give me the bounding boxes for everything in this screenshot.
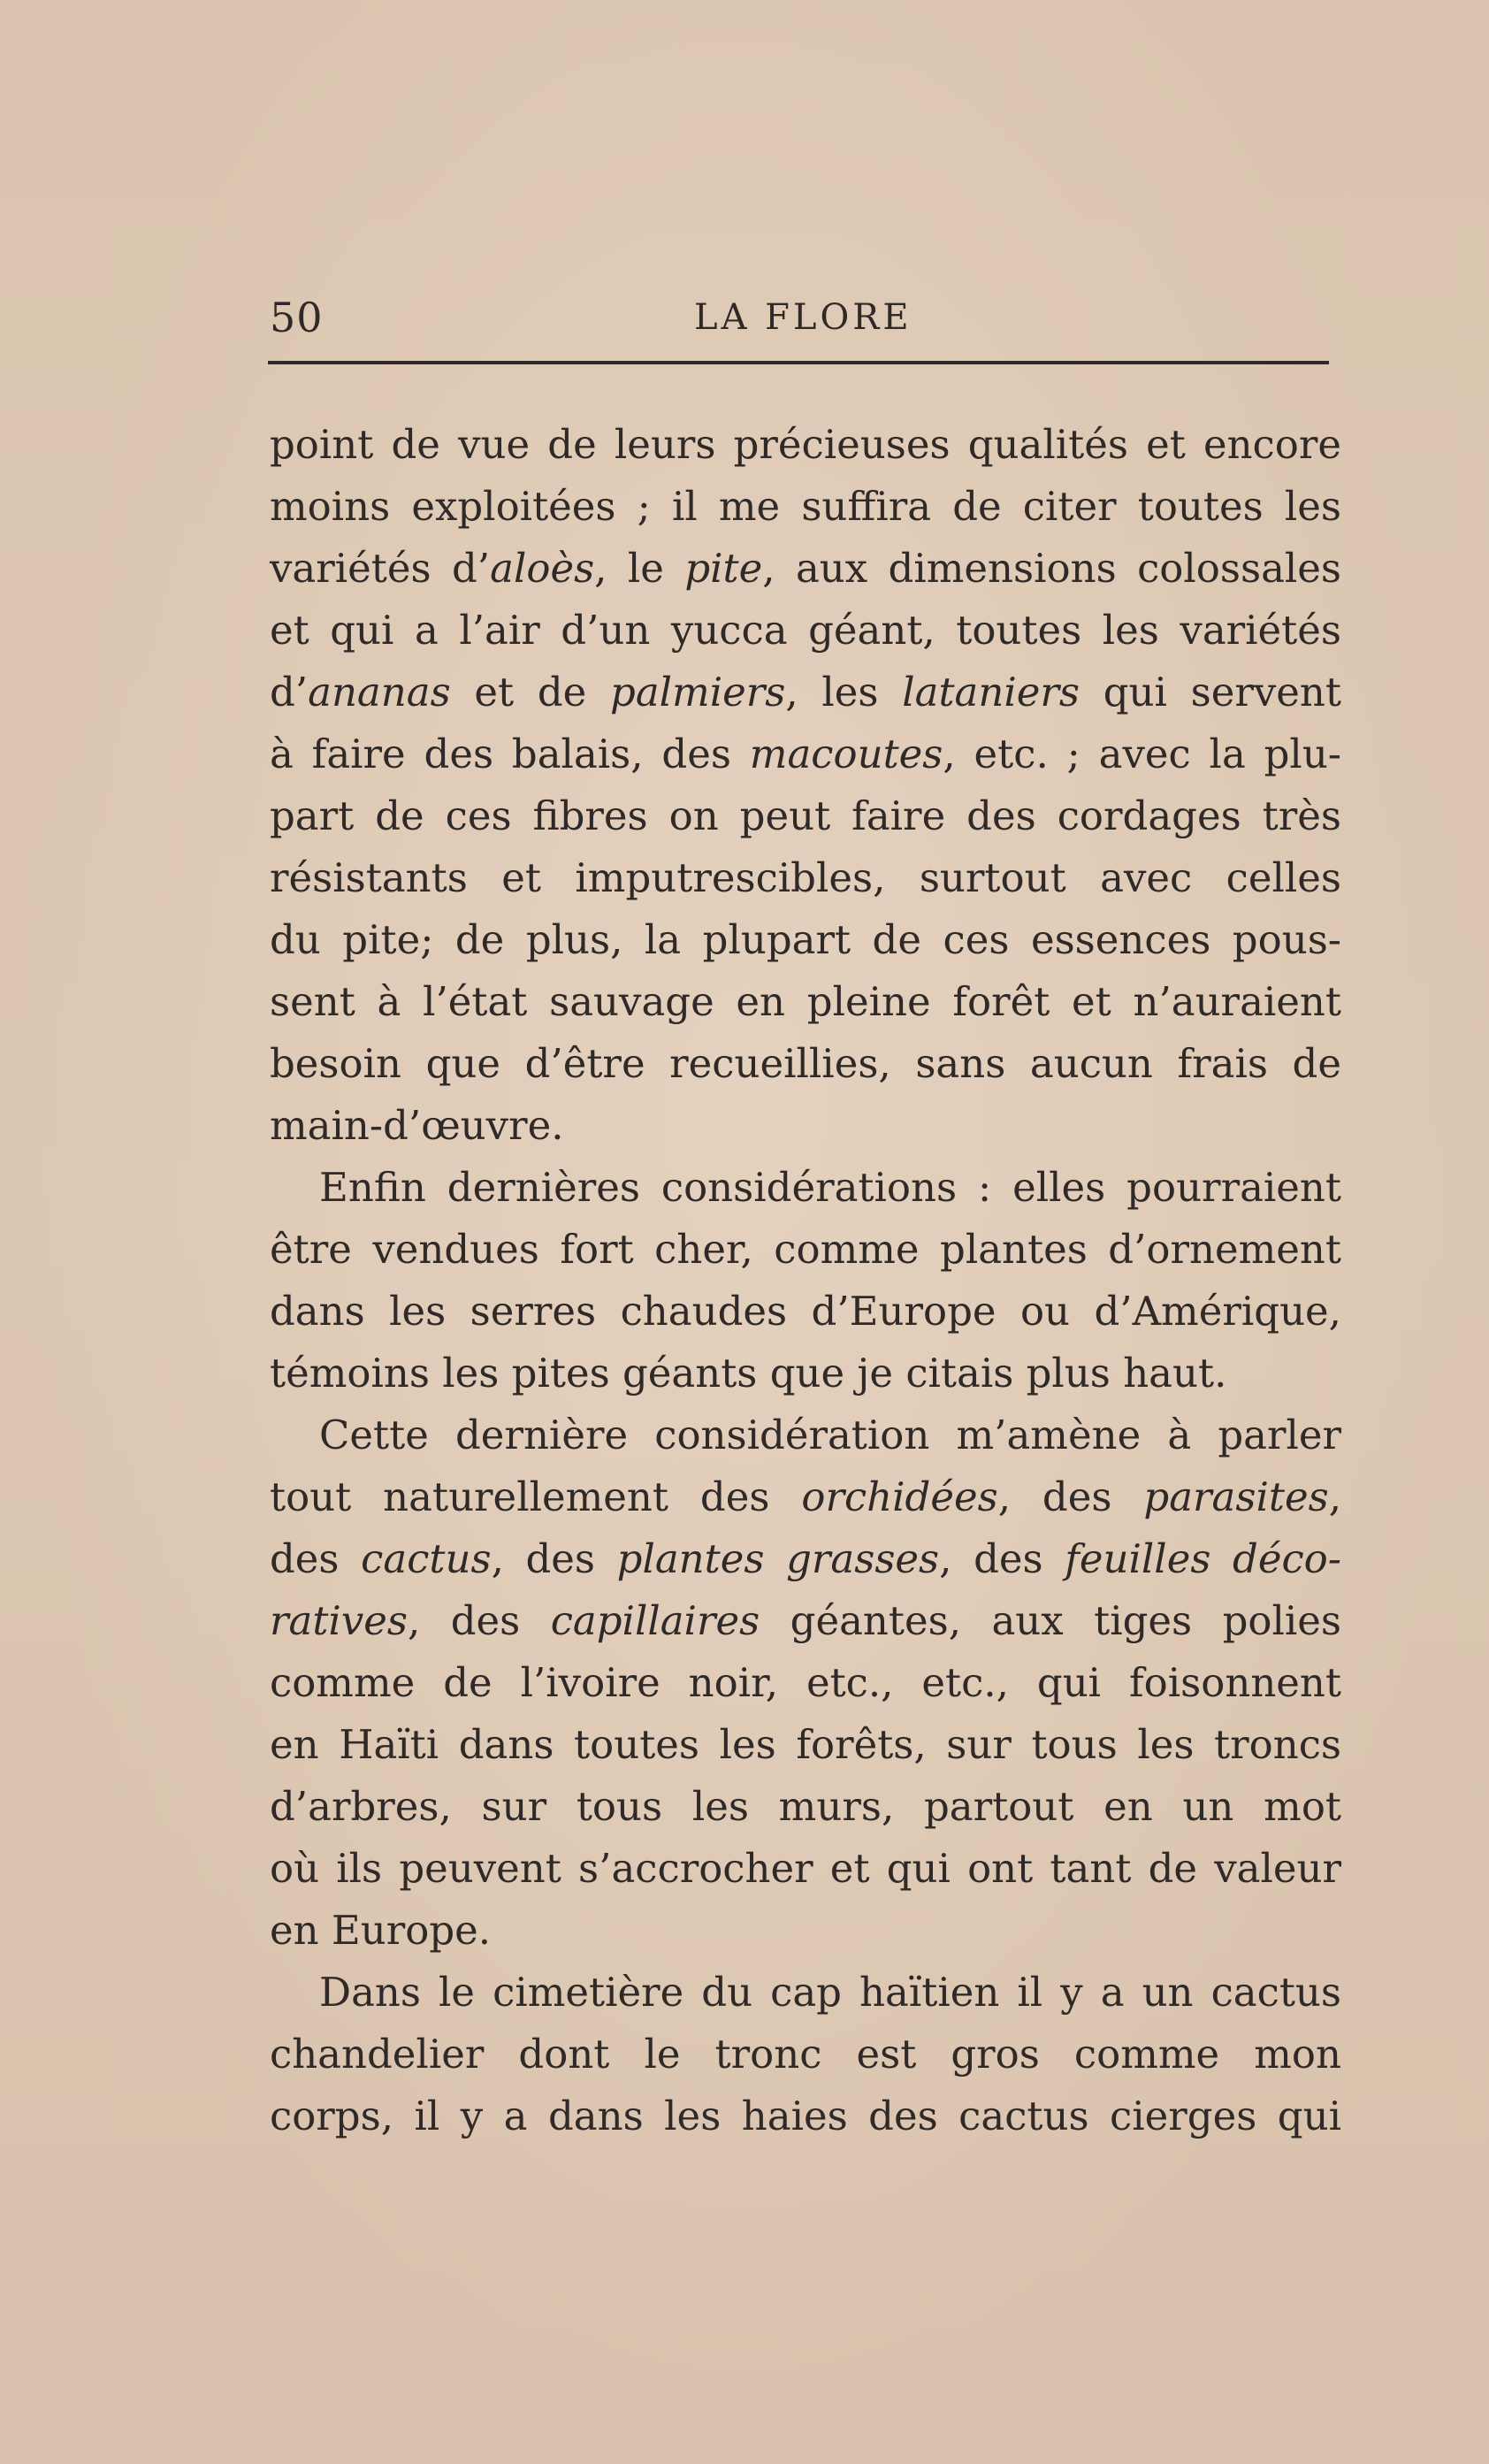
text-line bbox=[270, 723, 1341, 785]
text-segment: point de vue de leurs précieuses qualités et encore bbox=[270, 421, 1341, 468]
text-segment: dans les serres chaudes d’Europe ou d’Amérique, bbox=[270, 1288, 1341, 1335]
text-line bbox=[270, 538, 1341, 600]
text-line bbox=[270, 1466, 1341, 1528]
text-segment: des bbox=[270, 1535, 362, 1582]
text-line bbox=[270, 2024, 1341, 2085]
italic-text: aloès bbox=[490, 545, 595, 592]
italic-text: plantes grasses bbox=[616, 1535, 940, 1582]
text-line bbox=[270, 1404, 1341, 1466]
text-segment: Cette dernière considération m’amène à parler bbox=[319, 1412, 1341, 1458]
text-line bbox=[270, 1033, 1341, 1095]
text-segment: , des bbox=[939, 1535, 1065, 1582]
text-segment: , des bbox=[407, 1597, 551, 1644]
text-line bbox=[270, 1343, 1341, 1404]
text-segment: , etc. ; avec la plu- bbox=[943, 731, 1341, 777]
text-line bbox=[270, 1714, 1341, 1776]
text-line bbox=[270, 1281, 1341, 1343]
text-segment: chandelier dont le tronc est gros comme mon bbox=[270, 2031, 1341, 2078]
text-line bbox=[270, 1528, 1341, 1590]
text-line bbox=[270, 600, 1341, 662]
text-line bbox=[270, 1776, 1341, 1838]
text-line bbox=[270, 1900, 1341, 1962]
text-segment: qui servent bbox=[1079, 669, 1341, 715]
text-segment: en Haïti dans toutes les forêts, sur tous les troncs bbox=[270, 1721, 1341, 1768]
text-line bbox=[270, 414, 1341, 476]
text-segment: et de bbox=[450, 669, 611, 715]
text-line bbox=[270, 2085, 1341, 2147]
italic-text: capillaires bbox=[550, 1597, 760, 1644]
text-segment: témoins les pites géants que je citais plus haut. bbox=[270, 1350, 1227, 1397]
text-segment: où ils peuvent s’accrocher et qui ont tant de valeur bbox=[270, 1845, 1341, 1892]
text-segment: sent à l’état sauvage en pleine forêt et n’auraient bbox=[270, 978, 1341, 1025]
text-segment: à faire des balais, des bbox=[270, 731, 750, 777]
text-segment: main-d’œuvre. bbox=[270, 1102, 564, 1149]
text-segment: part de ces fibres on peut faire des cordages très bbox=[270, 792, 1341, 839]
text-segment: Dans le cimetière du cap haïtien il y a un cactus bbox=[319, 1969, 1341, 2016]
italic-text: parasites bbox=[1143, 1473, 1329, 1520]
text-line bbox=[270, 1652, 1341, 1714]
text-segment: d’arbres, sur tous les murs, partout en un mot bbox=[270, 1783, 1341, 1830]
text-line bbox=[270, 1095, 1341, 1157]
running-title: LA FLORE bbox=[694, 297, 912, 338]
text-segment: , bbox=[1328, 1473, 1341, 1520]
italic-text: palmiers bbox=[610, 669, 786, 715]
text-line bbox=[270, 1590, 1341, 1652]
text-segment: moins exploitées ; il me suffira de citer toutes les bbox=[270, 483, 1341, 530]
text-segment: , aux dimensions colossales bbox=[762, 545, 1342, 592]
text-segment: corps, il y a dans les haies des cactus cierges qui bbox=[270, 2093, 1341, 2139]
text-segment: du pite; de plus, la plupart de ces essences pous- bbox=[270, 916, 1341, 963]
text-segment: Enfin dernières considérations : elles pourraient bbox=[319, 1164, 1341, 1211]
italic-text: cactus bbox=[361, 1535, 492, 1582]
text-segment: résistants et imputrescibles, surtout avec celles bbox=[270, 854, 1341, 901]
body-text bbox=[270, 414, 1341, 2147]
text-segment: variétés d’ bbox=[270, 545, 491, 592]
text-segment: , des bbox=[997, 1473, 1144, 1520]
text-line bbox=[270, 1219, 1341, 1281]
text-segment: en Europe. bbox=[270, 1907, 492, 1954]
text-line bbox=[270, 909, 1341, 971]
text-segment: et qui a l’air d’un yucca géant, toutes les variétés bbox=[270, 607, 1341, 654]
text-line bbox=[270, 662, 1341, 723]
italic-text: pite bbox=[684, 545, 763, 592]
text-segment: , les bbox=[785, 669, 903, 715]
text-segment: besoin que d’être recueillies, sans aucun frais de bbox=[270, 1040, 1341, 1087]
text-line bbox=[270, 476, 1341, 538]
text-line bbox=[270, 1962, 1341, 2024]
page-header bbox=[270, 294, 1331, 356]
italic-text: lataniers bbox=[902, 669, 1080, 715]
text-line bbox=[270, 847, 1341, 909]
text-line bbox=[270, 1157, 1341, 1219]
text-segment: géantes, aux tiges polies bbox=[760, 1597, 1341, 1644]
text-line bbox=[270, 971, 1341, 1033]
italic-text: feuilles déco- bbox=[1065, 1535, 1341, 1582]
text-segment: , le bbox=[594, 545, 685, 592]
italic-text: macoutes bbox=[749, 731, 943, 777]
italic-text: ananas bbox=[308, 669, 451, 715]
text-segment: être vendues fort cher, comme plantes d’ornement bbox=[270, 1226, 1341, 1273]
header-rule bbox=[268, 361, 1329, 364]
text-segment: d’ bbox=[270, 669, 309, 715]
italic-text: ratives bbox=[270, 1597, 408, 1644]
text-segment: , des bbox=[491, 1535, 617, 1582]
text-segment: comme de l’ivoire noir, etc., etc., qui foisonnent bbox=[270, 1659, 1341, 1706]
text-line bbox=[270, 1838, 1341, 1900]
italic-text: orchidées bbox=[801, 1473, 998, 1520]
text-line bbox=[270, 785, 1341, 847]
page-number: 50 bbox=[270, 294, 324, 341]
text-segment: tout naturellement des bbox=[270, 1473, 802, 1520]
